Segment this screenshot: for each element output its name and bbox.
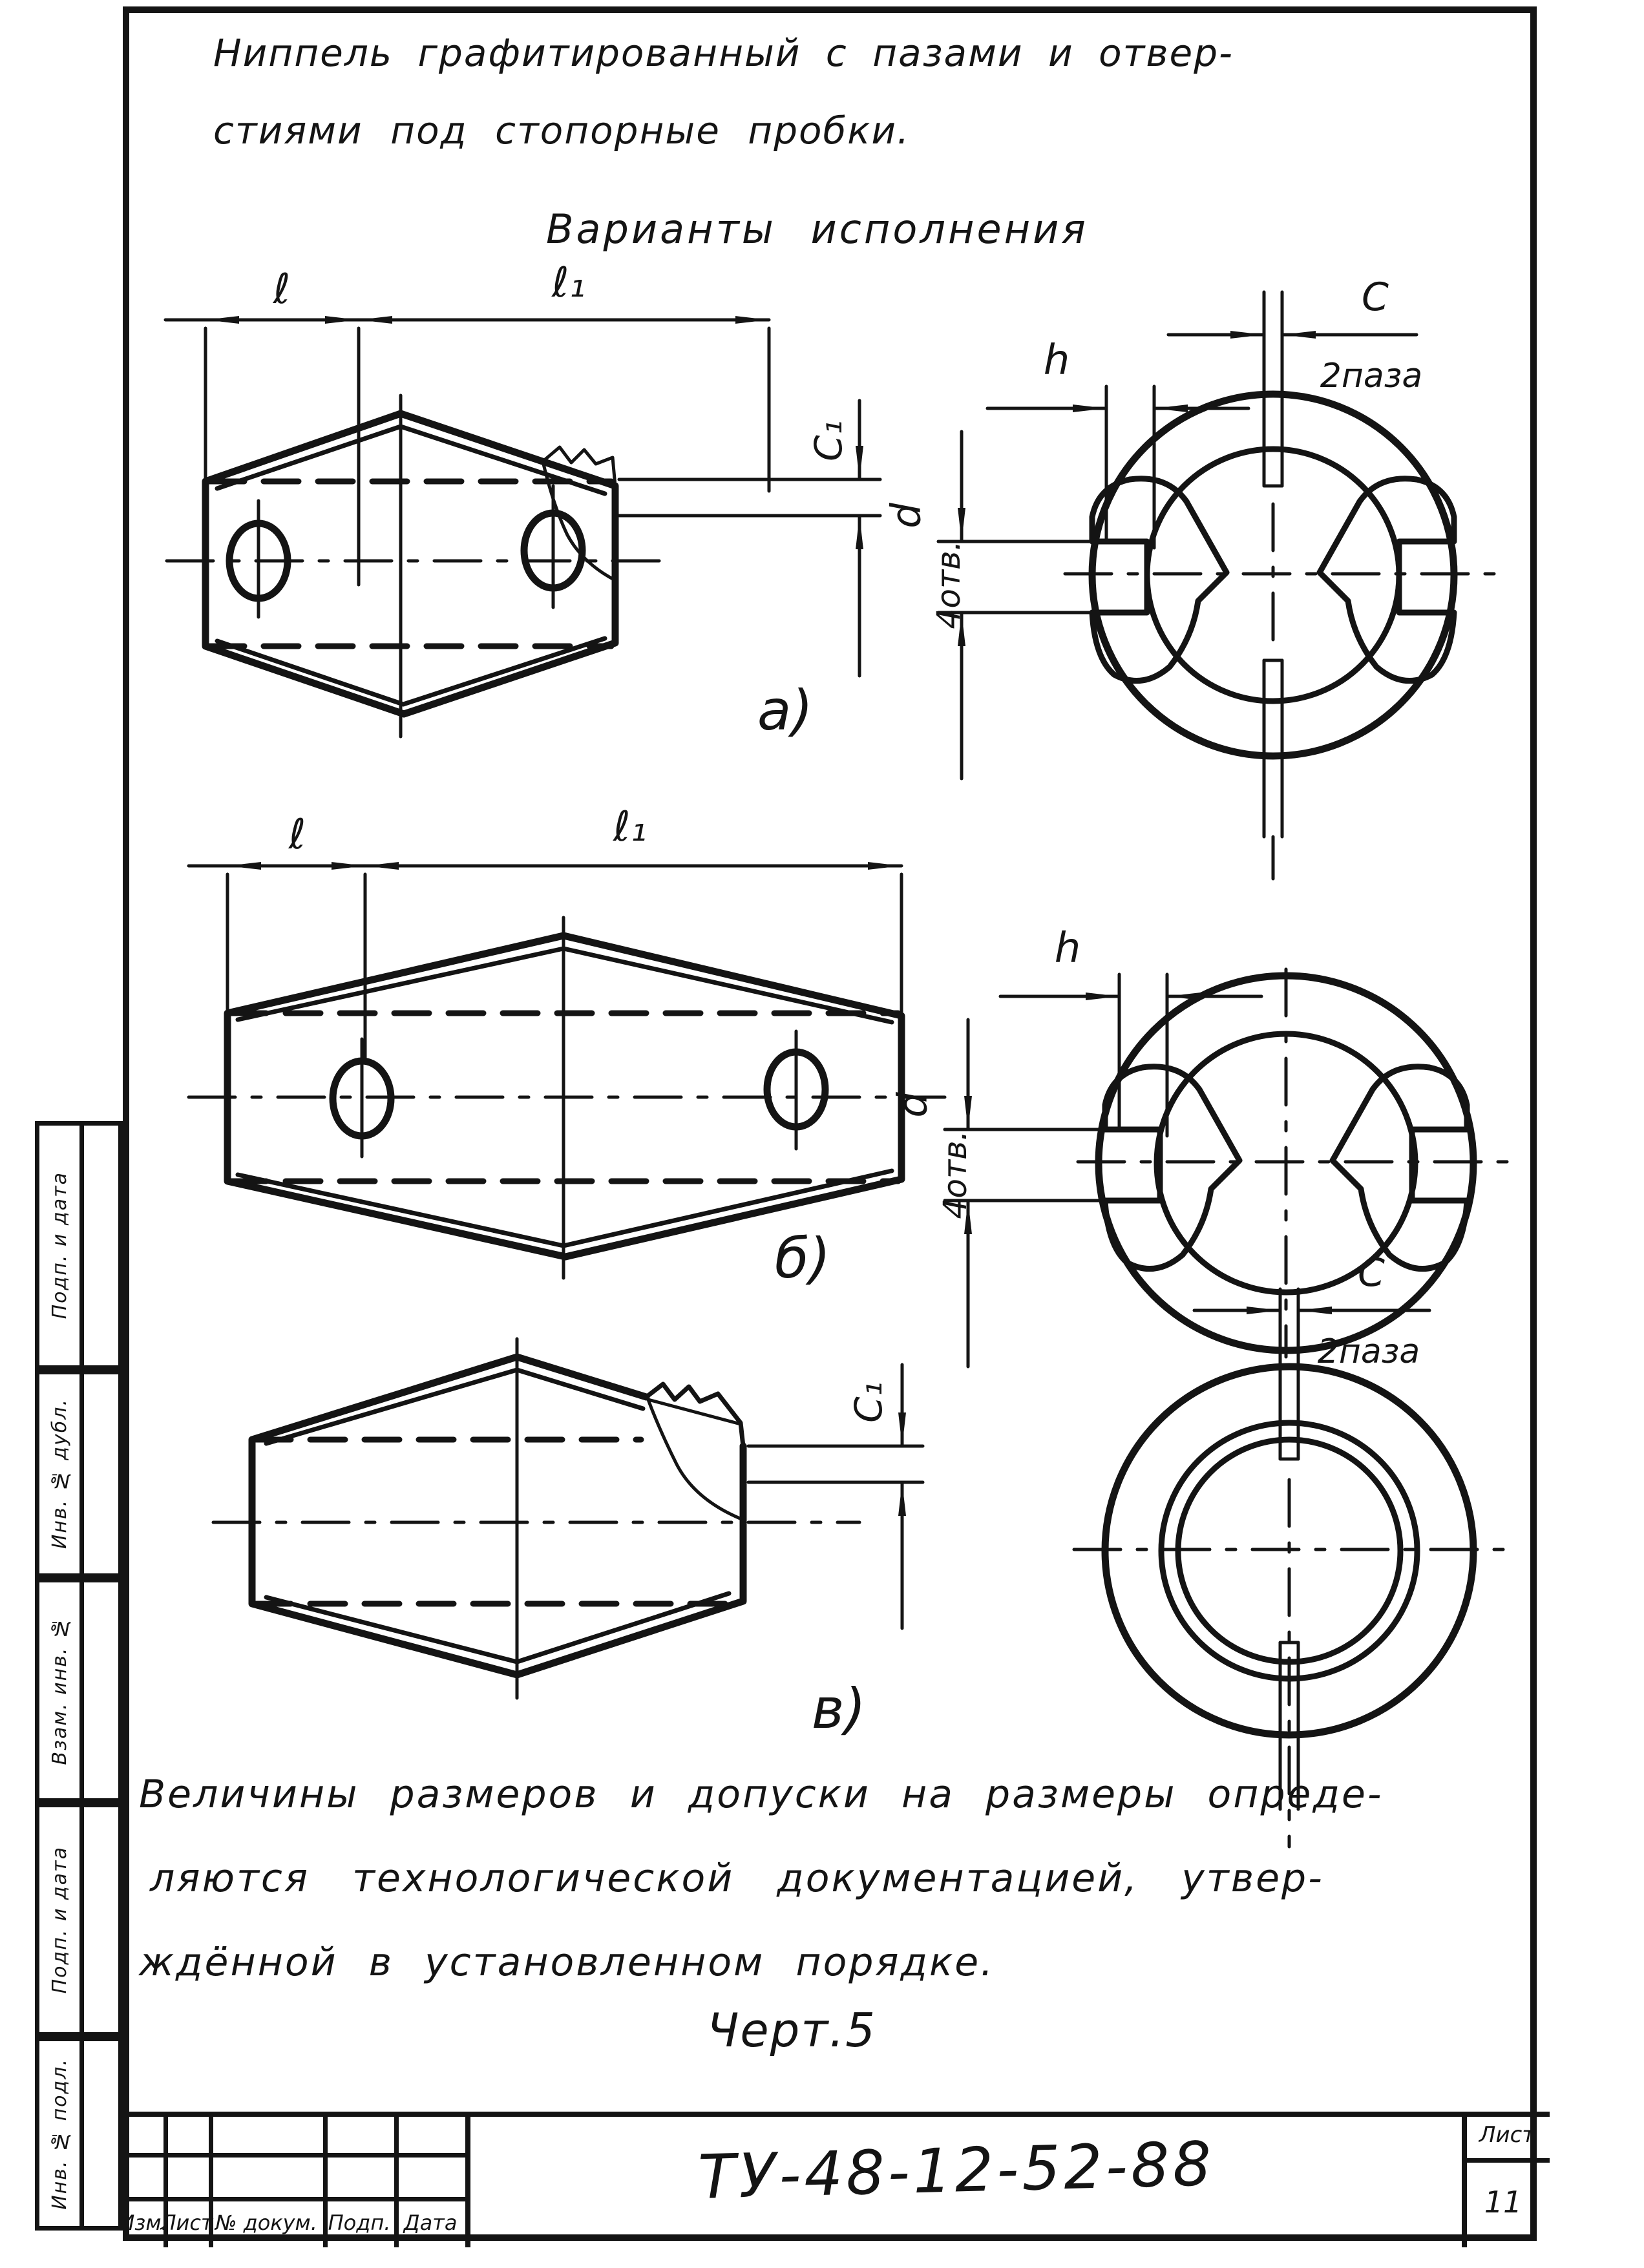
variant-v-end-view [1074,1289,1506,1847]
title-block-row-line [123,2153,470,2158]
dim-label-d-b: d [889,1092,936,1118]
title-block-divider [465,2112,470,2247]
note-line2: ляются технологической документацией, утвер- [150,1856,1324,1901]
dim-label-h-b: h [1054,925,1081,972]
title-block-col-list: Лист [160,2210,213,2235]
stamp-text: Инв. № дубл. [48,1398,71,1549]
title-block-divider [394,2112,399,2247]
variant-v-label: в) [811,1677,867,1741]
dim-label-c1-a: C₁ [806,420,850,461]
dim-label-l1-b: ℓ₁ [613,803,648,851]
note-4otv-b: 4отв. [936,1130,974,1219]
sheet-box-row-line [1462,2158,1550,2163]
stamp-text: Инв. № подл. [48,2057,71,2210]
sheet-number: 11 [1484,2185,1523,2220]
dim-label-l-a: ℓ [273,266,291,313]
sheet-label: Лист [1479,2122,1535,2148]
margin-stamp-vzam-inv [35,1578,123,1803]
document-number: ТУ-48-12-52-88 [697,2129,1216,2213]
variant-b-side-view [189,866,945,1278]
note-2paza-v: 2паза [1317,1332,1420,1371]
title-line2: стиями под стопорные пробки. [213,109,911,152]
margin-stamp-inv-podl [35,2037,123,2231]
title-line1: Ниппель графитированный с пазами и отвер- [213,31,1234,75]
title-block-row-line [123,2197,470,2201]
note-line3: ждённой в установленном порядке. [139,1940,995,1985]
stamp-text: Взам. инв. № [48,1615,71,1765]
dim-label-h-a: h [1043,337,1070,384]
dim-label-c-a: C [1362,275,1389,320]
title-block-top-line [123,2112,1550,2117]
dim-label-d-a: d [882,503,930,529]
variant-b-label: б) [774,1226,831,1291]
margin-stamp-podp-i-data-1 [35,1121,123,1370]
variant-v-side-view [213,1339,923,1698]
dim-label-l-b: ℓ [288,811,306,859]
variant-a-label: а) [757,678,814,743]
title-subtitle: Варианты исполнения [546,205,1088,253]
variant-b-end-view [945,969,1507,1367]
dim-label-c1-v: C₁ [847,1381,890,1423]
title-block-col-dokum: № докум. [215,2210,317,2235]
stamp-text: Подп. и дата [48,1171,71,1319]
sheet-box-divider [1462,2112,1467,2247]
title-block-divider [323,2112,328,2247]
note-4otv-a: 4отв. [930,540,967,629]
note-line1: Величины размеров и допуски на размеры опреде- [139,1772,1384,1817]
margin-stamp-inv-dubl [35,1370,123,1578]
title-block-col-izm: Изм. [119,2210,168,2235]
title-block-col-data: Дата [403,2210,458,2235]
figure-caption: Черт.5 [707,2003,876,2057]
dim-label-c-v: C [1358,1250,1385,1296]
title-block-col-podp: Подп. [328,2210,391,2235]
dim-label-l1-a: ℓ₁ [551,259,586,307]
margin-stamp-podp-i-data-2 [35,1803,123,2037]
note-2paza-a: 2паза [1320,357,1423,395]
stamp-text: Подп. и дата [48,1845,71,1994]
variant-a-side-view [165,320,880,737]
